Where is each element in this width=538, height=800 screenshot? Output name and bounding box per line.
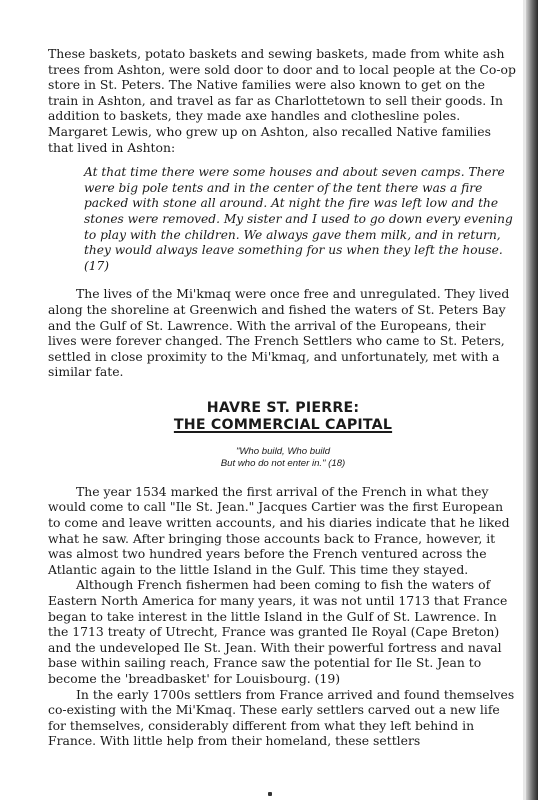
epigraph-line2: But who do not enter in." (18): [220, 457, 346, 469]
paragraph-mikmaq-lives: The lives of the Mi'kmaq were once free and unregulated. They lived along the shoreline at Greenwich and fished the waters of St. Peters Bay and the Gulf of St. Lawrence. With the arrival of the Europeans, their lives were forever changed. The French Settlers who came to St. Peters, settled in close proximity to the Mi'kmaq, and unfortunately, met with a similar fate.: [48, 286, 510, 380]
page-footer-mark: [268, 792, 272, 796]
epigraph-line1: "Who build, Who build: [235, 445, 331, 457]
page-content: [48, 46, 518, 749]
section-heading-line1: HAVRE ST. PIERRE:: [206, 399, 360, 416]
section-heading: [48, 400, 518, 434]
paragraph-baskets: These baskets, potato baskets and sewing baskets, made from white ash trees from Ashton, were sold door to door and to local people at the Co-op store in St. Peters. The Native families were also known to get on the train in Ashton, and travel as far as Charlottetown to sell their goods. In addition to baskets, they made axe handles and clothesline poles. Margaret Lewis, who grew up on Ashton, also recalled Native families that lived in Ashton:: [48, 46, 516, 155]
paragraph-early-settlers: In the early 1700s settlers from France arrived and found themselves co-existing with the Mi'Kmaq. These early settlers carved out a new life for themselves, considerably different from what they left behind in France. With little help from their homeland, these settlers: [48, 686, 515, 749]
epigraph: [48, 446, 518, 470]
section-heading-line2: THE COMMERCIAL CAPITAL: [173, 416, 393, 433]
scan-edge-shadow: [526, 0, 538, 800]
paragraph-treaty-utrecht: Although French fishermen had been coming to fish the waters of Eastern North America for many years, it was not until 1713 that France began to take interest in the little Island in the Gulf of St. Lawrence. In the 1713 treaty of Utrecht, France was granted Ile Royal (Cape Breton) and the undeveloped Ile St. Jean. With their powerful fortress and naval base within sailing reach, France saw the potential for Ile St. Jean to become the 'breadbasket' for Louisbourg. (19): [48, 577, 508, 686]
block-quote-margaret-lewis: At that time there were some houses and about seven camps. There were big pole tents and in the center of the tent there was a fire packed with stone all around. At night the fire was left low and the stones were removed. My sister and I used to go down every evening to play with the children. We always gave them milk, and in return, they would always leave something for us when they left the house. (17): [84, 165, 513, 273]
paragraph-1534-arrival: The year 1534 marked the first arrival of the French in what they would come to call "Ile St. Jean." Jacques Cartier was the first European to come and leave written accounts, and his diaries indicate that he liked what he saw. After bringing those accounts back to France, however, it was almost two hundred years before the French ventured across the Atlantic again to the little Island in the Gulf. This time they stayed.: [48, 483, 510, 577]
